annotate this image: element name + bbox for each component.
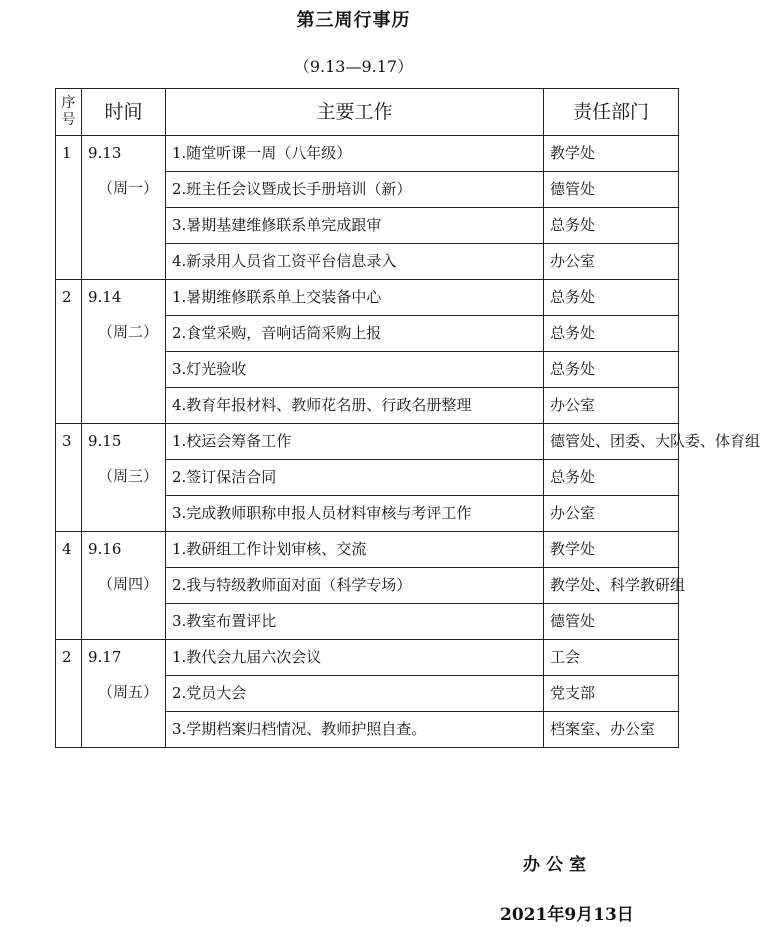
day-weekday: （周四）: [98, 575, 159, 593]
task-cell: 3.灯光验收: [166, 352, 544, 388]
task-cell: 2.班主任会议暨成长手册培训（新）: [166, 172, 544, 208]
dept-cell: 党支部: [544, 676, 679, 712]
seq-cell: 2: [56, 640, 82, 748]
task-cell: 2.我与特级教师面对面（科学专场）: [166, 568, 544, 604]
seq-cell: 4: [56, 532, 82, 640]
day-weekday: （周一）: [98, 179, 159, 197]
task-cell: 2.党员大会: [166, 676, 544, 712]
time-cell: [82, 532, 166, 640]
table-row: [56, 640, 679, 676]
time-cell: [82, 280, 166, 424]
task-cell: 1.教研组工作计划审核、交流: [166, 532, 544, 568]
time-cell: [82, 640, 166, 748]
table-row: [56, 280, 679, 316]
dept-cell: 办公室: [544, 244, 679, 280]
header-seq: 序号: [56, 89, 82, 136]
signature: 办公室: [523, 855, 592, 875]
time-cell: [82, 424, 166, 532]
dept-cell: 工会: [544, 640, 679, 676]
dept-cell: 档案室、办公室: [544, 712, 679, 748]
issue-date: 2021年9月13日: [500, 905, 634, 925]
dept-cell: 教学处: [544, 532, 679, 568]
page-title: 第三周行事历: [296, 10, 411, 31]
seq-cell: 3: [56, 424, 82, 532]
header-time: 时间: [82, 89, 166, 136]
dept-cell: 总务处: [544, 280, 679, 316]
day-date: 9.17: [88, 648, 122, 666]
task-cell: 4.教育年报材料、教师花名册、行政名册整理: [166, 388, 544, 424]
task-cell: 2.签订保洁合同: [166, 460, 544, 496]
day-weekday: （周五）: [98, 683, 159, 701]
task-cell: 3.教室布置评比: [166, 604, 544, 640]
dept-cell: 德管处: [544, 604, 679, 640]
day-date: 9.14: [88, 288, 122, 306]
task-cell: 1.随堂听课一周（八年级）: [166, 136, 544, 172]
task-cell: 3.完成教师职称申报人员材料审核与考评工作: [166, 496, 544, 532]
day-date: 9.16: [88, 540, 122, 558]
header-row: [56, 89, 679, 136]
dept-cell: 总务处: [544, 352, 679, 388]
schedule-body: [56, 136, 760, 748]
dept-cell: 总务处: [544, 208, 679, 244]
header-dept: 责任部门: [544, 89, 679, 136]
dept-cell: 教学处: [544, 136, 679, 172]
day-weekday: （周二）: [98, 323, 159, 341]
dept-cell: 总务处: [544, 316, 679, 352]
day-date: 9.15: [88, 432, 122, 450]
task-cell: 1.教代会九届六次会议: [166, 640, 544, 676]
day-date: 9.13: [88, 144, 122, 162]
dept-cell: 德管处: [544, 172, 679, 208]
dept-cell: 教学处、科学教研组: [544, 568, 679, 604]
header-work: 主要工作: [166, 89, 544, 136]
table-row: [56, 424, 679, 460]
task-cell: 2.食堂采购，音响话筒采购上报: [166, 316, 544, 352]
task-cell: 1.暑期维修联系单上交装备中心: [166, 280, 544, 316]
task-cell: 3.暑期基建维修联系单完成跟审: [166, 208, 544, 244]
table-row: [56, 136, 679, 172]
time-cell: [82, 136, 166, 280]
dept-cell: 办公室: [544, 388, 679, 424]
task-cell: 1.校运会筹备工作: [166, 424, 544, 460]
task-cell: 4.新录用人员省工资平台信息录入: [166, 244, 544, 280]
dept-cell: 德管处、团委、大队委、体育组: [544, 424, 679, 460]
task-cell: 3.学期档案归档情况、教师护照自查。: [166, 712, 544, 748]
day-weekday: （周三）: [98, 467, 159, 485]
seq-cell: 1: [56, 136, 82, 280]
date-range: （9.13—9.17）: [293, 57, 414, 76]
schedule-table: [55, 88, 760, 748]
dept-cell: 总务处: [544, 460, 679, 496]
table-row: [56, 532, 679, 568]
dept-cell: 办公室: [544, 496, 679, 532]
seq-cell: 2: [56, 280, 82, 424]
